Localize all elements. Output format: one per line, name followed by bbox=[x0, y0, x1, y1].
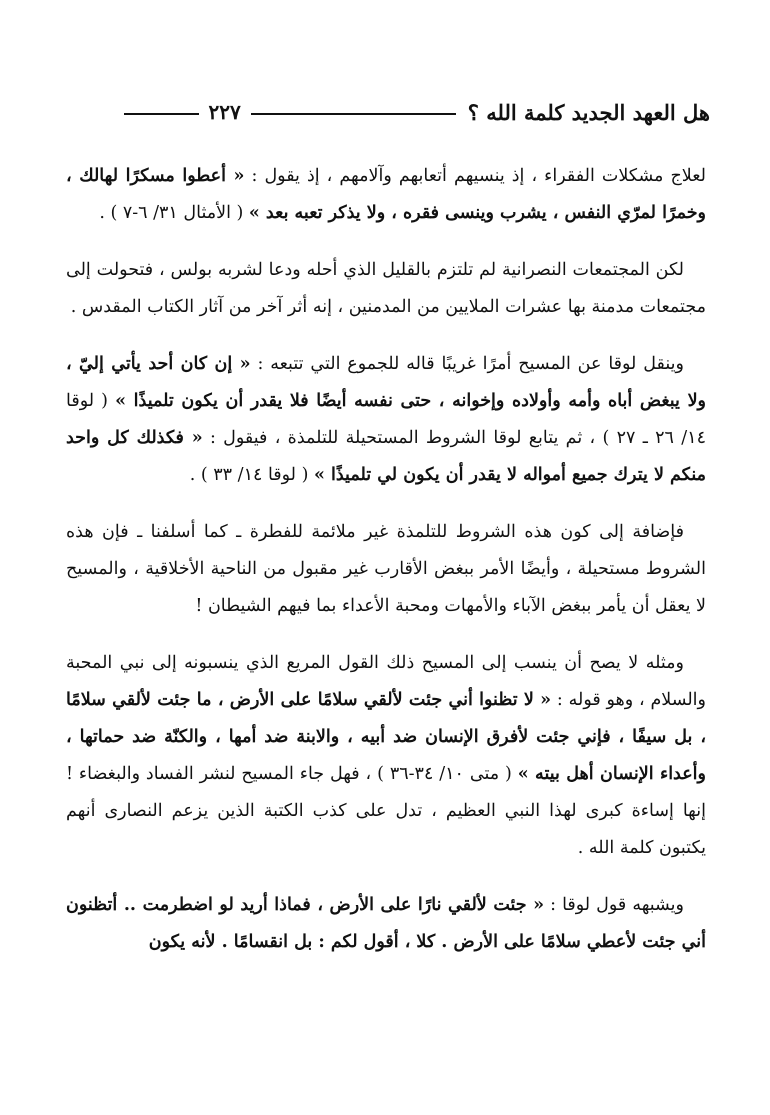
paragraph bbox=[66, 346, 706, 494]
text-run: فإضافة إلى كون هذه الشروط للتلمذة غير ملائمة للفطرة ـ كما أسلفنا ـ فإن هذه الشروط مستحيلة ، وأيضًا الأمر ببغض الأقارب غير مقبول من الناحية الأخلاقية ، والمسيح لا يعقل أن يأمر ببغض الآباء والأمهات ومحبة الأعداء بما فيهم الشيطان ! bbox=[66, 522, 706, 616]
paragraph bbox=[66, 252, 706, 326]
paragraph bbox=[66, 645, 706, 867]
text-run: ( الأمثال ٣١/ ٦-٧ ) . bbox=[99, 203, 249, 223]
paragraph bbox=[66, 158, 706, 232]
text-run: لكن المجتمعات النصرانية لم تلتزم بالقليل الذي أحله ودعا لشربه بولس ، فتحولت إلى مجتمعات مدمنة بها عشرات الملايين من المدمنين ، إنه أثر آخر من آثار الكتاب المقدس . bbox=[66, 260, 706, 317]
text-run: لعلاج مشكلات الفقراء ، إذ ينسيهم أتعابهم وآلامهم ، إذ يقول : bbox=[244, 166, 706, 186]
text-run: ويشبهه قول لوقا : bbox=[544, 895, 684, 915]
running-header bbox=[60, 92, 710, 132]
text-run: ( متى ١٠/ ٣٤-٣٦ ) ، فهل جاء المسيح لنشر الفساد والبغضاء ! إنها إساءة كبرى لهذا النبي العظيم ، تدل على كذب الكتبة الذين يزعم النصارى أنهم يكتبون كلمة الله . bbox=[66, 764, 706, 858]
header-rule bbox=[251, 113, 456, 115]
page-number: ٢٢٧ bbox=[208, 100, 241, 124]
body-text bbox=[66, 158, 706, 981]
text-run: وينقل لوقا عن المسيح أمرًا غريبًا قاله للجموع التي تتبعه : bbox=[250, 354, 684, 374]
header-rule bbox=[124, 113, 199, 115]
quoted-text: « فكذلك كل واحد منكم لا يترك جميع أمواله لا يقدر أن يكون لي تلميذًا » bbox=[66, 428, 706, 485]
quoted-text: « أعطوا مسكرًا لهالك ، وخمرًا لمرّي النفس ، يشرب وينسى فقره ، ولا يذكر تعبه بعد » bbox=[66, 166, 706, 223]
quoted-text: « إن كان أحد يأتي إليّ ، ولا يبغض أباه وأمه وأولاده وإخوانه ، حتى نفسه أيضًا فلا يقدر أن يكون تلميذًا » bbox=[66, 354, 706, 411]
text-run: ( لوقا ١٤/ ٢٦ ـ ٢٧ ) ، ثم يتابع لوقا الشروط المستحيلة للتلمذة ، فيقول : bbox=[66, 391, 706, 448]
text-run: ومثله لا يصح أن ينسب إلى المسيح ذلك القول المريع الذي ينسبونه إلى نبي المحبة والسلام ، وهو قوله : bbox=[66, 653, 706, 710]
text-run: ( لوقا ١٤/ ٣٣ ) . bbox=[189, 465, 314, 485]
quoted-text: « لا تظنوا أني جئت لألقي سلامًا على الأرض ، ما جئت لألقي سلامًا ، بل سيفًا ، فإني جئت لأفرق الإنسان ضد أبيه ، والابنة ضد أمها ، والكنّة ضد حماتها ، وأعداء الإنسان أهل بيته » bbox=[66, 690, 706, 784]
running-title: هل العهد الجديد كلمة الله ؟ bbox=[467, 99, 710, 125]
paragraph bbox=[66, 887, 706, 961]
paragraph bbox=[66, 514, 706, 625]
quoted-text: « جئت لألقي نارًا على الأرض ، فماذا أريد لو اضطرمت .. أتظنون أني جئت لأعطي سلامًا على الأرض . كلا ، أقول لكم : بل انقسامًا . لأنه يكون bbox=[66, 895, 706, 952]
